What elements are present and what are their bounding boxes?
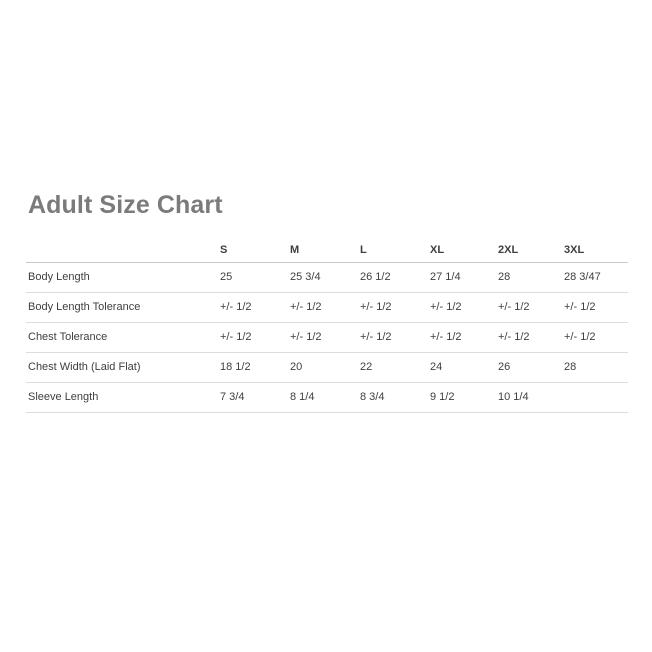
size-chart-table [26,238,628,413]
column-header-xl: XL [430,238,498,263]
cell-m: 25 3/4 [290,262,360,292]
cell-3xl: 28 3/47 [564,262,628,292]
cell-l: 8 3/4 [360,382,430,412]
column-header-3xl: 3XL [564,238,628,263]
cell-xl: 9 1/2 [430,382,498,412]
cell-s: 25 [220,262,290,292]
row-label: Chest Tolerance [26,322,220,352]
table-header [26,238,628,263]
cell-s: 18 1/2 [220,352,290,382]
column-header-s: S [220,238,290,263]
size-chart-container [26,192,626,413]
cell-m: 20 [290,352,360,382]
cell-l: +/- 1/2 [360,322,430,352]
cell-l: 26 1/2 [360,262,430,292]
cell-m: +/- 1/2 [290,322,360,352]
cell-3xl [564,382,628,412]
cell-3xl: 28 [564,352,628,382]
cell-2xl: +/- 1/2 [498,292,564,322]
cell-s: 7 3/4 [220,382,290,412]
row-label: Chest Width (Laid Flat) [26,352,220,382]
row-label: Body Length Tolerance [26,292,220,322]
column-header-m: M [290,238,360,263]
cell-xl: +/- 1/2 [430,292,498,322]
cell-l: +/- 1/2 [360,292,430,322]
cell-2xl: 26 [498,352,564,382]
cell-3xl: +/- 1/2 [564,292,628,322]
table-row [26,292,628,322]
cell-s: +/- 1/2 [220,292,290,322]
cell-s: +/- 1/2 [220,322,290,352]
cell-3xl: +/- 1/2 [564,322,628,352]
cell-m: 8 1/4 [290,382,360,412]
table-body [26,262,628,412]
cell-xl: +/- 1/2 [430,322,498,352]
column-header-2xl: 2XL [498,238,564,263]
cell-m: +/- 1/2 [290,292,360,322]
table-header-row [26,238,628,263]
row-label: Sleeve Length [26,382,220,412]
cell-2xl: 10 1/4 [498,382,564,412]
cell-xl: 27 1/4 [430,262,498,292]
cell-xl: 24 [430,352,498,382]
cell-2xl: +/- 1/2 [498,322,564,352]
table-row [26,382,628,412]
page-title: Adult Size Chart [28,191,223,219]
cell-l: 22 [360,352,430,382]
table-row [26,322,628,352]
row-label: Body Length [26,262,220,292]
table-row [26,352,628,382]
cell-2xl: 28 [498,262,564,292]
table-row [26,262,628,292]
column-header-l: L [360,238,430,263]
column-header-measurement [26,238,220,263]
